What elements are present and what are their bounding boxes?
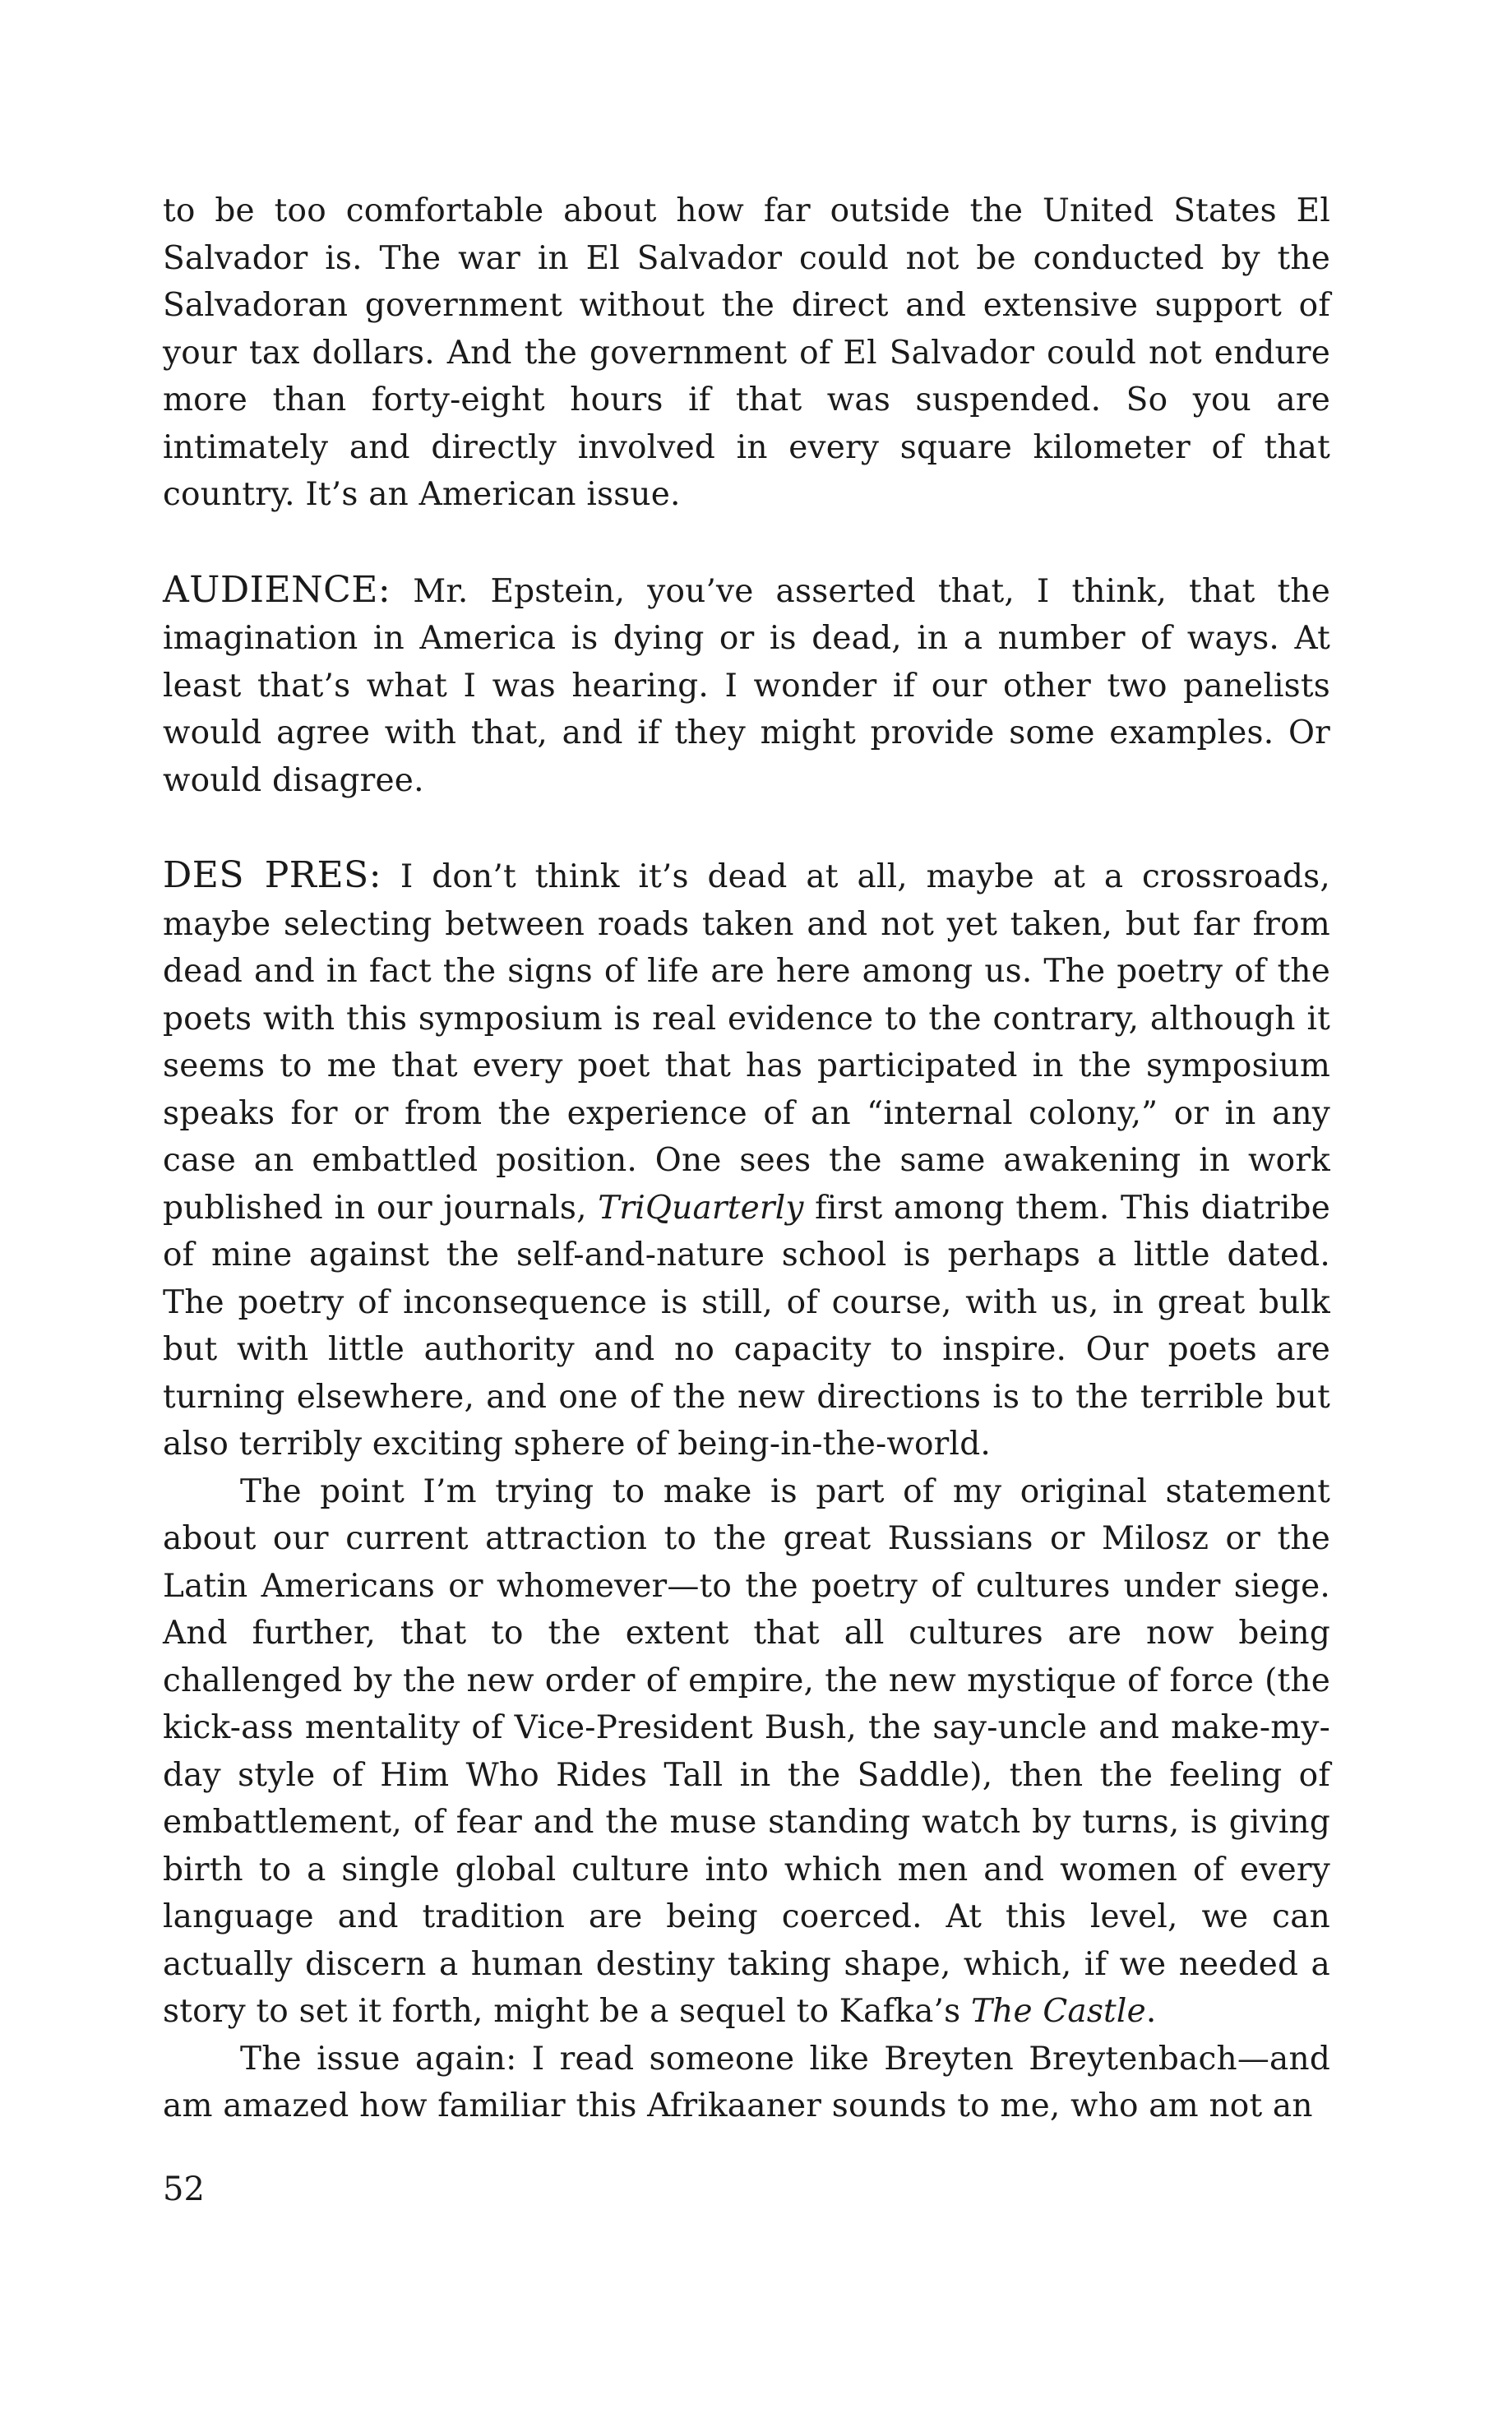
des-pres-paragraph (163, 852, 1330, 1468)
des-pres-text-part-2: first among them. This diatribe of mine against the self-and-nature school is perhaps a little dated. The poetry of inconsequence is still, of course, with us, in great bulk but with little authority and no capacity to inspire. Our poets are turning elsewhere, and one of the new directions is to the terrible but also terribly exciting sphere of being-in-the-world. (163, 1189, 1330, 1463)
point-paragraph (163, 1468, 1330, 2036)
des-pres-text-part-1: I don’t think it’s dead at all, maybe at a crossroads, maybe selecting between roads taken and not yet taken, but far from dead and in fact the signs of life are here among us. The poetry of the poets with this symposium is real evidence to the contrary, although it seems to me that every poet that has participated in the symposium speaks for or from the experience of an “internal colony,” or in any case an embattled position. One sees the same awakening in work published in our journals, (163, 858, 1330, 1227)
audience-paragraph (163, 566, 1330, 805)
intro-paragraph: to be too comfortable about how far outside the United States El Salvador is. The war in El Salvador could not be conducted by the Salvadoran government without the direct and extensive support of your tax dollars. And the government of El Salvador could not endure more than forty-eight hours if that was suspended. So you are intimately and directly involved in every square kilometer of that country. It’s an American issue. (163, 192, 1330, 513)
point-paragraph-text: The point I’m trying to make is part of my original statement about our current attraction to the great Russians or Milosz or the Latin Americans or whomever—to the poetry of cultures under siege. And further, that to the extent that all cultures are now being challenged by the new order of empire, the new mystique of force (the kick-ass mentality of Vice-President Bush, the say-uncle and make-my-day style of Him Who Rides Tall in the Saddle), then the feeling of embattlement, of fear and the muse standing watch by turns, is giving birth to a single global culture into which men and women of every language and tradition are being coerced. At this level, we can actually discern a human destiny taking shape, which, if we needed a story to set it forth, might be a sequel to Kafka’s (163, 1472, 1330, 2030)
book-title: The Castle (970, 1993, 1146, 2030)
point-paragraph-end: . (1145, 1993, 1157, 2030)
issue-paragraph: The issue again: I read someone like Breyten Breytenbach—and am amazed how familiar this Afrikaaner sounds to me, who am not an (163, 2040, 1330, 2124)
journal-title: TriQuarterly (598, 1189, 804, 1227)
audience-question-text: Mr. Epstein, you’ve asserted that, I think, that the imagination in America is dying or is dead, in a number of ways. At least that’s what I was hearing. I wonder if our other two panelists would agree with that, and if they might provide some examples. Or would disagree. (163, 572, 1330, 799)
des-pres-speaker-label: DES PRES: (163, 854, 382, 896)
page-number: 52 (163, 2170, 205, 2208)
audience-speaker-label: AUDIENCE: (163, 568, 391, 611)
page-body (163, 187, 1330, 2130)
